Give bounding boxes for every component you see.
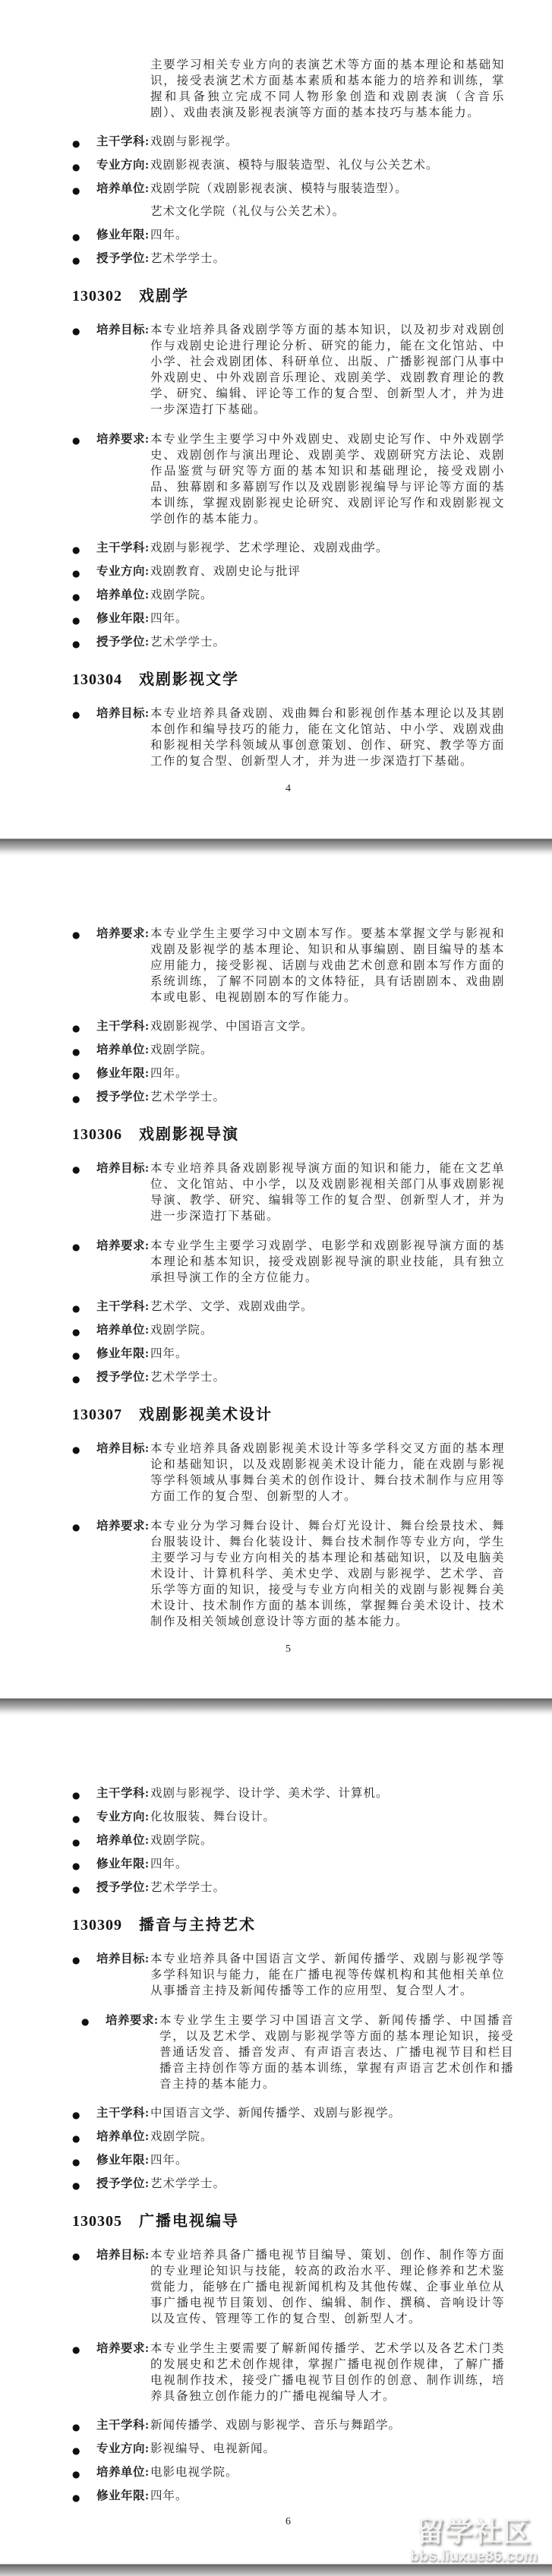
bullet-icon: ● bbox=[72, 1814, 81, 1824]
bullet-item bbox=[72, 1786, 505, 1801]
field-label: 专业方向: bbox=[96, 1810, 150, 1823]
page-break-shadow bbox=[0, 837, 552, 855]
bullet-icon: ● bbox=[72, 639, 81, 649]
bullet-icon: ● bbox=[72, 1861, 81, 1871]
field-value: 影视编导、电视新闻。 bbox=[150, 2442, 276, 2455]
bullet-icon: ● bbox=[72, 1374, 81, 1384]
bullet-item bbox=[72, 2129, 505, 2145]
bullet-item bbox=[72, 1951, 505, 1999]
bullet-icon: ● bbox=[72, 2157, 81, 2167]
field-value: 本专业培养具备中国语言文学、新闻传播学、戏剧与影视学等多学科知识与能力，能在广播电视等传媒机构和其他相关单位从事播音主持及新闻传播等工作的应用型、复合型人才。 bbox=[150, 1953, 505, 1997]
bullet-item bbox=[72, 1160, 505, 1224]
field-label: 培养要求: bbox=[106, 2014, 159, 2027]
section-title: 戏剧学 bbox=[139, 288, 189, 305]
field-label: 专业方向: bbox=[96, 565, 150, 578]
field-label: 培养目标: bbox=[96, 707, 150, 720]
field-value: 艺术学学士。 bbox=[150, 252, 226, 265]
section-title: 广播电视编导 bbox=[139, 2213, 239, 2230]
bullet-item bbox=[72, 564, 505, 579]
field-value: 艺术学、文学、戏剧戏曲学。 bbox=[150, 1300, 314, 1313]
field-label: 主干学科: bbox=[96, 2107, 150, 2120]
bullet-icon: ● bbox=[72, 1164, 81, 1175]
document-page-6 bbox=[0, 1715, 552, 2562]
field-value: 本专业学生主要学习中文剧本写作。要基本掌握文学与影视和戏剧及影视学的基本理论、知识和从事编剧、剧目编导的基本应用能力，接受影视、话剧与戏曲艺术创意和剧本写作方面的系统训练，了解不同剧本的文体特征，具有话剧剧本、戏曲剧本或电影、电视剧剧本的写作能力。 bbox=[150, 927, 505, 1004]
field-value: 四年。 bbox=[150, 1067, 188, 1080]
bullet-icon: ● bbox=[72, 568, 81, 579]
bullet-icon: ● bbox=[72, 138, 81, 149]
section-heading bbox=[72, 1402, 505, 1424]
field-value: 戏剧学院。 bbox=[150, 589, 213, 601]
bullet-icon: ● bbox=[72, 1837, 81, 1848]
page-number: 4 bbox=[285, 783, 292, 794]
bullet-item bbox=[72, 588, 505, 603]
bullet-icon: ● bbox=[72, 2469, 81, 2480]
bullet-icon: ● bbox=[72, 2133, 81, 2144]
field-label: 修业年限: bbox=[96, 1067, 150, 1080]
field-value: 四年。 bbox=[150, 1858, 188, 1870]
field-label: 修业年限: bbox=[96, 1347, 150, 1360]
bullet-item bbox=[72, 2341, 505, 2404]
bullet-item bbox=[72, 2106, 505, 2121]
field-value: 艺术学学士。 bbox=[150, 636, 226, 649]
bullet-icon: ● bbox=[72, 2422, 81, 2432]
field-value: 戏剧学院。 bbox=[150, 1834, 213, 1847]
bullet-icon: ● bbox=[72, 615, 81, 626]
field-label: 授予学位: bbox=[96, 2177, 150, 2190]
bullet-icon: ● bbox=[72, 435, 81, 446]
section-heading bbox=[72, 1122, 505, 1144]
section-code: 130304 bbox=[72, 671, 122, 688]
bullet-icon: ● bbox=[72, 2344, 81, 2355]
bullet-item bbox=[72, 1299, 505, 1315]
field-label: 培养单位: bbox=[96, 1043, 150, 1056]
field-label: 培养目标: bbox=[96, 1442, 150, 1455]
field-value-line2: 艺术文化学院（礼仪与公关艺术）。 bbox=[150, 205, 345, 218]
field-value: 中国语言文学、新闻传播学、戏剧与影视学。 bbox=[150, 2107, 402, 2120]
bullet-item bbox=[72, 1066, 505, 1081]
field-value: 电影电视学院。 bbox=[150, 2466, 238, 2479]
field-label: 专业方向: bbox=[96, 159, 150, 172]
bullet-icon: ● bbox=[72, 545, 81, 555]
field-value: 化妆服装、舞台设计。 bbox=[150, 1810, 276, 1823]
bullet-icon: ● bbox=[72, 326, 81, 336]
field-label: 主干学科: bbox=[96, 135, 150, 148]
field-value: 本专业培养具备戏剧影视美术设计等多学科交叉方面的基本理论和基础知识，以及戏剧影视美术设计能力，能在戏剧与影视等学科领域从事舞台美术的创作设计、舞台技术制作与应用等方面工作的复合型、创新型的人才。 bbox=[150, 1442, 505, 1503]
bullet-item bbox=[72, 1441, 505, 1504]
field-label: 培养单位: bbox=[96, 2130, 150, 2143]
field-label: 培养目标: bbox=[96, 324, 150, 336]
watermark-site-url: bbs.liuxue86.com bbox=[410, 2548, 538, 2565]
page-break-shadow bbox=[0, 1697, 552, 1715]
bullet-item bbox=[72, 1323, 505, 1338]
field-label: 培养要求: bbox=[96, 1239, 150, 1252]
bullet-icon: ● bbox=[72, 592, 81, 602]
field-label: 培养目标: bbox=[96, 1953, 150, 1965]
bullet-item bbox=[72, 541, 505, 556]
bullet-icon: ● bbox=[72, 1070, 81, 1081]
field-label: 培养要求: bbox=[96, 927, 150, 940]
bullet-icon: ● bbox=[72, 1884, 81, 1895]
field-value: 艺术学学士。 bbox=[150, 1881, 226, 1894]
bullet-icon: ● bbox=[72, 185, 81, 196]
bullet-item bbox=[72, 1019, 505, 1034]
bullet-icon: ● bbox=[72, 2180, 81, 2191]
field-label: 主干学科: bbox=[96, 1787, 150, 1800]
field-label: 培养单位: bbox=[96, 2466, 150, 2479]
bullet-icon: ● bbox=[72, 2251, 81, 2262]
bullet-item bbox=[72, 182, 505, 219]
bullet-icon: ● bbox=[72, 930, 81, 940]
field-label: 培养目标: bbox=[96, 1162, 150, 1175]
bullet-icon: ● bbox=[72, 709, 81, 720]
field-value: 本专业培养具备戏剧影视导演方面的知识和能力，能在文艺单位、文化馆站、中小学，以及戏剧影视相关部门从事戏剧影视导演、教学、研究、编辑等工作的复合型、创新型人才，并为进一步深造打下基础。 bbox=[150, 1162, 505, 1223]
bullet-item bbox=[72, 2247, 505, 2327]
field-label: 培养要求: bbox=[96, 2342, 150, 2355]
field-label: 主干学科: bbox=[96, 2419, 150, 2432]
bullet-icon: ● bbox=[72, 1790, 81, 1801]
field-label: 修业年限: bbox=[96, 2489, 150, 2502]
page-break-shadow bbox=[0, 2562, 552, 2576]
bullet-item bbox=[72, 1043, 505, 1058]
section-code: 130306 bbox=[72, 1126, 122, 1143]
field-value: 戏剧与影视学、设计学、美术学、计算机。 bbox=[150, 1787, 389, 1800]
field-label: 授予学位: bbox=[96, 1091, 150, 1103]
field-value: 戏剧与影视学。 bbox=[150, 135, 238, 148]
field-value: 戏剧学院。 bbox=[150, 2130, 213, 2143]
field-value: 艺术学学士。 bbox=[150, 1371, 226, 1384]
section-code: 130309 bbox=[72, 1917, 122, 1934]
bullet-item bbox=[72, 1833, 505, 1848]
section-code: 130307 bbox=[72, 1406, 122, 1423]
bullet-icon: ● bbox=[72, 2445, 81, 2456]
bullet-icon: ● bbox=[72, 1242, 81, 1252]
field-label: 主干学科: bbox=[96, 1300, 150, 1313]
section-title: 戏剧影视美术设计 bbox=[139, 1406, 273, 1423]
section-heading bbox=[72, 667, 505, 689]
bullet-icon: ● bbox=[72, 1023, 81, 1034]
section-title: 播音与主持艺术 bbox=[139, 1917, 256, 1934]
bullet-icon: ● bbox=[72, 1094, 81, 1104]
bullet-icon: ● bbox=[72, 1046, 81, 1057]
section-heading bbox=[72, 2208, 505, 2230]
bullet-item bbox=[72, 2465, 505, 2480]
bullet-item bbox=[72, 158, 505, 173]
field-value: 戏剧影视表演、模特与服装造型、礼仪与公关艺术。 bbox=[150, 159, 439, 172]
bullet-item bbox=[72, 1346, 505, 1362]
field-label: 授予学位: bbox=[96, 252, 150, 265]
field-value: 本专业分为学习舞台设计、舞台灯光设计、舞台绘景技术、舞台服装设计、舞台化装设计、舞台技术制作等专业方向，学生主要学习与专业方向相关的基本理论和基础知识，以及电脑美术设计、计算机科学、美术史学、戏剧与影视学、艺术学、音乐学等方面的知识，接受与专业方向相关的戏剧与影视舞台美术设计、技术制作方面的基本训练，掌握舞台美术设计、技术制作及相关领域创意设计等方面的基本能力。 bbox=[150, 1520, 505, 1628]
field-label: 专业方向: bbox=[96, 2442, 150, 2455]
field-label: 培养目标: bbox=[96, 2249, 150, 2262]
field-value: 本专业培养具备广播电视节目编导、策划、创作、制作等方面的专业理论知识与技能，较高的政治水平、理论修养和艺术鉴赏能力，能够在广播电视新闻机构及其他传媒、企事业单位从事广播电视节目策划、创作、编辑、制作、撰稿、音响设计等以及宣传、管理等工作的复合型、创新型人才。 bbox=[150, 2249, 505, 2325]
field-value: 四年。 bbox=[150, 1347, 188, 1360]
bullet-item bbox=[72, 2489, 505, 2504]
bullet-item bbox=[72, 322, 505, 418]
bullet-icon: ● bbox=[72, 2110, 81, 2120]
paragraph-text: 主要学习相关专业方向的表演艺术等方面的基本理论和基础知识，接受表演艺术方面基本素质和基本能力的培养和训练，掌握和具备独立完成不同人物形象创造和戏剧表演（含音乐剧）、戏曲表演及影视表演等方面的基本技巧与基本能力。 bbox=[150, 58, 505, 119]
bullet-icon: ● bbox=[72, 1955, 81, 1965]
bullet-item bbox=[72, 251, 505, 267]
field-value: 本专业学生主要需要了解新闻传播学、艺术学以及各艺术门类的发展史和艺术创作规律，掌握广播电视创作规律，了解广播电视制作技术，接受广播电视节目创作的创意、制作训练，培养具备独立创作能力的广播电视编导人才。 bbox=[150, 2342, 505, 2403]
field-value: 戏剧与影视学、艺术学理论、戏剧戏曲学。 bbox=[150, 541, 389, 554]
field-value: 艺术学学士。 bbox=[150, 2177, 226, 2190]
field-label: 授予学位: bbox=[96, 1371, 150, 1384]
bullet-item bbox=[72, 1810, 505, 1825]
field-label: 修业年限: bbox=[96, 229, 150, 242]
bullet-item bbox=[72, 1518, 505, 1630]
field-value: 本专业学生主要学习戏剧学、电影学和戏剧影视导演方面的基本理论和基本知识，接受戏剧影视导演的职业技能，具有独立承担导演工作的全方位能力。 bbox=[150, 1239, 505, 1284]
bullet-item bbox=[72, 1238, 505, 1286]
field-value: 四年。 bbox=[150, 612, 188, 625]
field-value: 艺术学学士。 bbox=[150, 1091, 226, 1103]
field-value: 本专业培养具备戏剧、戏曲舞台和影视创作基本理论以及其剧本创作和编导技巧的能力，能在文化馆站、中小学、戏剧戏曲和影视相关学科领域从事创意策划、创作、研究、教学等方面工作的复合型、创新型人才，并为进一步深造打下基础。 bbox=[150, 707, 505, 768]
bullet-item bbox=[72, 706, 505, 769]
page-number: 5 bbox=[285, 1643, 292, 1655]
bullet-icon: ● bbox=[72, 1327, 81, 1337]
bullet-item bbox=[72, 1880, 505, 1896]
field-label: 修业年限: bbox=[96, 2154, 150, 2167]
document-page-4 bbox=[0, 0, 552, 837]
document-page-5 bbox=[0, 855, 552, 1697]
field-label: 主干学科: bbox=[96, 1020, 150, 1033]
field-value: 戏剧影视学、中国语言文学。 bbox=[150, 1020, 314, 1033]
field-value: 戏剧学院。 bbox=[150, 1324, 213, 1337]
section-title: 戏剧影视文学 bbox=[139, 671, 239, 688]
field-value: 新闻传播学、戏剧与影视学、音乐与舞蹈学。 bbox=[150, 2419, 402, 2432]
section-code: 130305 bbox=[72, 2213, 122, 2230]
bullet-icon: ● bbox=[72, 2492, 81, 2503]
field-value: 四年。 bbox=[150, 229, 188, 242]
field-label: 培养单位: bbox=[96, 1324, 150, 1337]
bullet-item bbox=[72, 926, 505, 1005]
field-label: 修业年限: bbox=[96, 1858, 150, 1870]
bullet-item bbox=[81, 2012, 514, 2092]
bullet-item bbox=[72, 2177, 505, 2192]
field-value: 戏剧学院（戏剧影视表演、模特与服装造型）。 艺术文化学院（礼仪与公关艺术）。 bbox=[150, 182, 505, 219]
bullet-item bbox=[72, 2418, 505, 2433]
bullet-item bbox=[72, 228, 505, 243]
field-label: 培养要求: bbox=[96, 433, 150, 446]
bullet-item bbox=[72, 2153, 505, 2168]
bullet-icon: ● bbox=[72, 1444, 81, 1455]
field-label: 授予学位: bbox=[96, 1881, 150, 1894]
bullet-item bbox=[72, 431, 505, 527]
bullet-item bbox=[72, 1857, 505, 1872]
bullet-item bbox=[72, 1370, 505, 1385]
section-heading bbox=[72, 1912, 505, 1934]
field-label: 修业年限: bbox=[96, 612, 150, 625]
bullet-icon: ● bbox=[72, 255, 81, 266]
bullet-icon: ● bbox=[72, 1350, 81, 1361]
bullet-icon: ● bbox=[72, 162, 81, 172]
field-value: 本专业学生主要学习中外戏剧史、戏剧史论写作、中外戏剧学史、戏剧创作与演出理论、戏剧美学、戏剧研究方法论、戏剧作品鉴赏与研究等方面的基本知识和基础理论，接受戏剧小品、独幕剧和多幕剧写作以及戏剧影视编导与评论等方面的基本训练，掌握戏剧影视史论研究、戏剧评论写作和戏剧影视文学创作的基本能力。 bbox=[150, 433, 505, 526]
section-heading bbox=[72, 283, 505, 305]
bullet-icon: ● bbox=[72, 1522, 81, 1533]
field-value: 戏剧学院。 bbox=[150, 1043, 213, 1056]
bullet-item bbox=[72, 1090, 505, 1105]
field-label: 培养要求: bbox=[96, 1520, 150, 1533]
page-number: 6 bbox=[285, 2516, 292, 2527]
bullet-item bbox=[72, 635, 505, 650]
field-label: 培养单位: bbox=[96, 1834, 150, 1847]
bullet-icon: ● bbox=[72, 232, 81, 242]
field-value: 四年。 bbox=[150, 2154, 188, 2167]
bullet-item bbox=[72, 2442, 505, 2457]
field-value: 本专业学生主要学习中国语言文学、新闻传播学、中国播音学，以及艺术学、戏剧与影视学等方面的基本理论知识，接受普通话发音、播音发声、有声语言表达、广播电视节目和栏目播音主持创作等方面的基本训练，掌握有声语言艺术创作和播音主持的基本能力。 bbox=[159, 2014, 514, 2091]
field-value: 戏剧教育、戏剧史论与批评 bbox=[150, 565, 301, 578]
field-label: 培养单位: bbox=[96, 182, 150, 195]
section-code: 130302 bbox=[72, 288, 122, 305]
section-title: 戏剧影视导演 bbox=[139, 1126, 239, 1143]
bullet-item bbox=[72, 134, 505, 150]
field-value: 四年。 bbox=[150, 2489, 188, 2502]
bullet-icon: ● bbox=[72, 1303, 81, 1314]
bullet-icon: ● bbox=[81, 2016, 90, 2027]
field-value: 本专业培养具备戏剧学等方面的基本知识，以及初步对戏剧创作与戏剧史论进行理论分析、研究的能力，能在文化馆站、中小学、社会戏剧团体、科研单位、出版、广播影视部门从事中外戏剧史、中外戏剧音乐理论、戏剧美学、戏剧教育理论的教学、研究、编辑、评论等工作的复合型、创新型人才，并为进一步深造打下基础。 bbox=[150, 324, 505, 416]
field-label: 主干学科: bbox=[96, 541, 150, 554]
watermark-site-name: 留学社区 bbox=[416, 2516, 531, 2547]
field-label: 培养单位: bbox=[96, 589, 150, 601]
field-label: 授予学位: bbox=[96, 636, 150, 649]
bullet-item bbox=[72, 611, 505, 627]
